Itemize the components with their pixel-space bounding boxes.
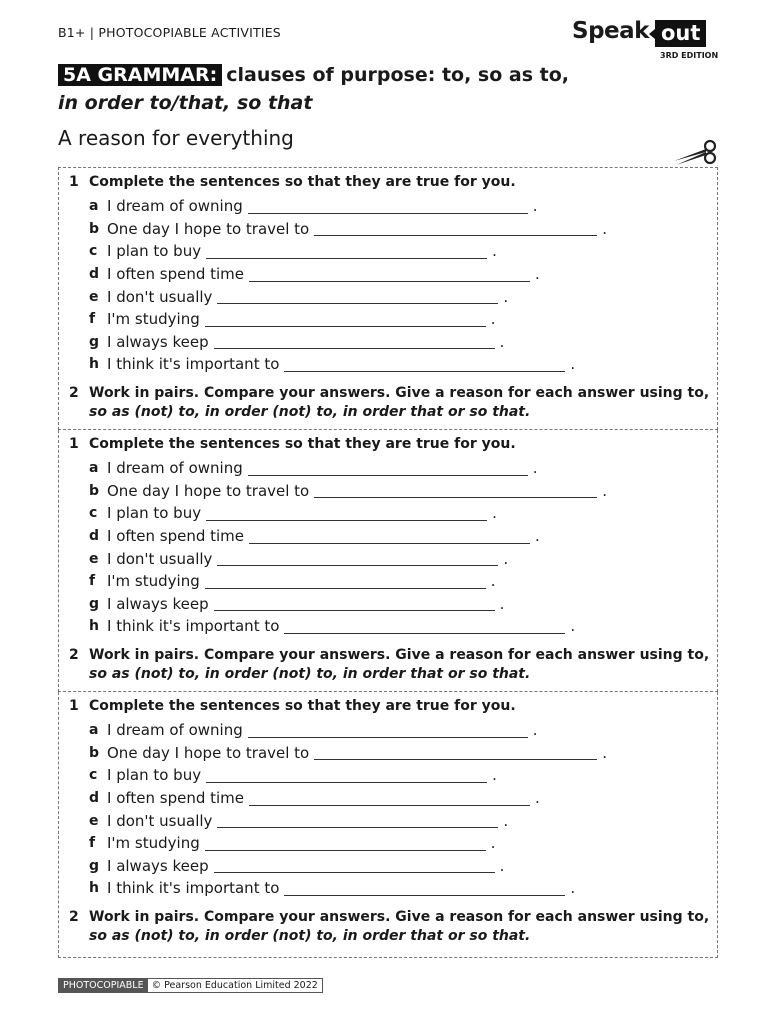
- sentence-item: [89, 480, 607, 503]
- exercise-card-1: [58, 167, 718, 430]
- full-stop: .: [570, 355, 576, 374]
- item-text: I think it's important to: [107, 879, 280, 898]
- scissors-icon: [672, 138, 720, 166]
- item-letter: e: [89, 812, 99, 829]
- item-letter: f: [89, 311, 96, 328]
- answer-blank[interactable]: [206, 506, 487, 521]
- answer-blank[interactable]: [314, 221, 597, 236]
- item-text: I often spend time: [107, 789, 245, 808]
- footer-tag: PHOTOCOPIABLE: [59, 979, 148, 992]
- full-stop: .: [499, 856, 505, 875]
- sentence-item: [89, 525, 607, 548]
- item-text: I plan to buy: [107, 766, 202, 785]
- item-text: One day I hope to travel to: [107, 481, 310, 500]
- question-number: 2: [69, 385, 79, 401]
- item-letter: d: [89, 790, 100, 807]
- sentence-item: [89, 502, 607, 525]
- item-letter: c: [89, 505, 98, 522]
- question-1: [69, 698, 516, 714]
- sentence-item: [89, 457, 607, 480]
- full-stop: .: [570, 617, 576, 636]
- item-text: I dream of owning: [107, 197, 243, 216]
- item-letter: f: [89, 835, 96, 852]
- item-letter: b: [89, 482, 100, 499]
- sentence-item: [89, 787, 607, 810]
- item-text: I'm studying: [107, 310, 200, 329]
- full-stop: .: [503, 811, 509, 830]
- item-letter: c: [89, 767, 98, 784]
- answer-blank[interactable]: [248, 461, 528, 476]
- item-text: I don't usually: [107, 287, 213, 306]
- sentence-item: [89, 742, 607, 765]
- full-stop: .: [503, 287, 509, 306]
- item-text: I don't usually: [107, 811, 213, 830]
- item-letter: a: [89, 460, 99, 477]
- full-stop: .: [499, 332, 505, 351]
- question-2: [69, 384, 709, 422]
- question-text-line2: so as (not) to, in order (not) to, in order that or so that.: [89, 928, 531, 944]
- answer-blank[interactable]: [249, 791, 530, 806]
- question-text-line2: so as (not) to, in order (not) to, in order that or so that.: [89, 666, 531, 682]
- full-stop: .: [532, 197, 538, 216]
- item-letter: a: [89, 198, 99, 215]
- exercise-card-3: [58, 692, 718, 958]
- question-number: 1: [69, 436, 79, 452]
- item-letter: h: [89, 618, 99, 635]
- full-stop: .: [535, 527, 540, 546]
- full-stop: .: [602, 219, 608, 238]
- item-letter: b: [89, 220, 100, 237]
- item-text: I always keep: [107, 856, 209, 875]
- item-letter: a: [89, 722, 99, 739]
- item-letter: d: [89, 266, 100, 283]
- answer-blank[interactable]: [214, 858, 495, 873]
- item-text: I plan to buy: [107, 504, 202, 523]
- question-1: [69, 174, 516, 190]
- full-stop: .: [492, 242, 497, 261]
- item-letter: g: [89, 333, 100, 350]
- item-text: I often spend time: [107, 265, 245, 284]
- sentence-item: [89, 263, 607, 286]
- sentence-list: [89, 719, 607, 900]
- item-text: I always keep: [107, 594, 209, 613]
- answer-blank[interactable]: [248, 723, 528, 738]
- item-letter: c: [89, 243, 98, 260]
- sentence-item: [89, 353, 607, 376]
- answer-blank[interactable]: [284, 619, 565, 634]
- sentence-item: [89, 218, 607, 241]
- item-text: I dream of owning: [107, 721, 243, 740]
- sentence-item: [89, 809, 607, 832]
- question-text-line2: so as (not) to, in order (not) to, in order that or so that.: [89, 404, 531, 420]
- item-text: One day I hope to travel to: [107, 219, 310, 238]
- answer-blank[interactable]: [217, 551, 498, 566]
- item-text: I often spend time: [107, 527, 245, 546]
- page-subtitle: A reason for everything: [58, 126, 294, 150]
- logo-out: out: [655, 20, 706, 47]
- answer-blank[interactable]: [249, 267, 530, 282]
- full-stop: .: [532, 459, 538, 478]
- sentence-item: [89, 285, 607, 308]
- answer-blank[interactable]: [284, 357, 565, 372]
- sentence-item: [89, 547, 607, 570]
- question-text: Complete the sentences so that they are true for you.: [89, 436, 516, 452]
- item-letter: e: [89, 550, 99, 567]
- footer-copyright: © Pearson Education Limited 2022: [151, 980, 318, 991]
- answer-blank[interactable]: [249, 529, 530, 544]
- full-stop: .: [570, 879, 576, 898]
- answer-blank[interactable]: [214, 596, 495, 611]
- item-text: I always keep: [107, 332, 209, 351]
- sentence-item: [89, 195, 607, 218]
- item-text: I'm studying: [107, 834, 200, 853]
- sentence-item: [89, 593, 607, 616]
- item-text: I plan to buy: [107, 242, 202, 261]
- answer-blank[interactable]: [206, 768, 487, 783]
- header-level: B1+ | PHOTOCOPIABLE ACTIVITIES: [58, 25, 281, 40]
- sentence-item: [89, 331, 607, 354]
- page-title: [58, 64, 569, 86]
- answer-blank[interactable]: [314, 483, 597, 498]
- sentence-item: [89, 832, 607, 855]
- answer-blank[interactable]: [214, 334, 495, 349]
- question-number: 2: [69, 909, 79, 925]
- sentence-item: [89, 877, 607, 900]
- item-text: I think it's important to: [107, 355, 280, 374]
- item-letter: e: [89, 288, 99, 305]
- exercise-card-2: [58, 430, 718, 692]
- full-stop: .: [503, 549, 509, 568]
- question-text: Complete the sentences so that they are true for you.: [89, 174, 516, 190]
- question-2: [69, 908, 709, 946]
- full-stop: .: [490, 310, 496, 329]
- item-letter: f: [89, 573, 96, 590]
- title-rest: clauses of purpose: to, so as to,: [226, 64, 569, 86]
- item-text: One day I hope to travel to: [107, 743, 310, 762]
- answer-blank[interactable]: [217, 289, 498, 304]
- full-stop: .: [492, 504, 497, 523]
- full-stop: .: [490, 572, 496, 591]
- item-letter: b: [89, 744, 100, 761]
- question-text-line1: Work in pairs. Compare your answers. Give a reason for each answer using to,: [89, 647, 710, 663]
- question-1: [69, 436, 516, 452]
- answer-blank[interactable]: [205, 312, 486, 327]
- answer-blank[interactable]: [248, 199, 528, 214]
- question-text-line1: Work in pairs. Compare your answers. Give a reason for each answer using to,: [89, 909, 710, 925]
- logo-edition: 3RD EDITION: [660, 51, 719, 60]
- sentence-item: [89, 570, 607, 593]
- item-text: I think it's important to: [107, 617, 280, 636]
- sentence-item: [89, 308, 607, 331]
- page-title-line2: in order to/that, so that: [58, 92, 313, 114]
- title-tag: 5A GRAMMAR:: [58, 64, 222, 86]
- answer-blank[interactable]: [205, 836, 486, 851]
- full-stop: .: [532, 721, 538, 740]
- answer-blank[interactable]: [206, 244, 487, 259]
- item-letter: g: [89, 595, 100, 612]
- full-stop: .: [492, 766, 497, 785]
- item-letter: g: [89, 857, 100, 874]
- answer-blank[interactable]: [217, 813, 498, 828]
- sentence-list: [89, 195, 607, 376]
- question-number: 2: [69, 647, 79, 663]
- logo-speak: Speak: [572, 18, 649, 44]
- full-stop: .: [499, 594, 505, 613]
- item-text: I don't usually: [107, 549, 213, 568]
- sentence-list: [89, 457, 607, 638]
- full-stop: .: [602, 743, 608, 762]
- sentence-item: [89, 719, 607, 742]
- item-letter: h: [89, 880, 99, 897]
- question-number: 1: [69, 174, 79, 190]
- answer-blank[interactable]: [205, 574, 486, 589]
- item-letter: d: [89, 528, 100, 545]
- sentence-item: [89, 855, 607, 878]
- question-text-line1: Work in pairs. Compare your answers. Give a reason for each answer using to,: [89, 385, 710, 401]
- question-2: [69, 646, 709, 684]
- sentence-item: [89, 615, 607, 638]
- item-letter: h: [89, 356, 99, 373]
- answer-blank[interactable]: [284, 881, 565, 896]
- item-text: I dream of owning: [107, 459, 243, 478]
- full-stop: .: [535, 265, 540, 284]
- answer-blank[interactable]: [314, 745, 597, 760]
- full-stop: .: [602, 481, 608, 500]
- sentence-item: [89, 240, 607, 263]
- question-text: Complete the sentences so that they are true for you.: [89, 698, 516, 714]
- full-stop: .: [535, 789, 540, 808]
- item-text: I'm studying: [107, 572, 200, 591]
- question-number: 1: [69, 698, 79, 714]
- full-stop: .: [490, 834, 496, 853]
- footer: [58, 978, 323, 993]
- sentence-item: [89, 764, 607, 787]
